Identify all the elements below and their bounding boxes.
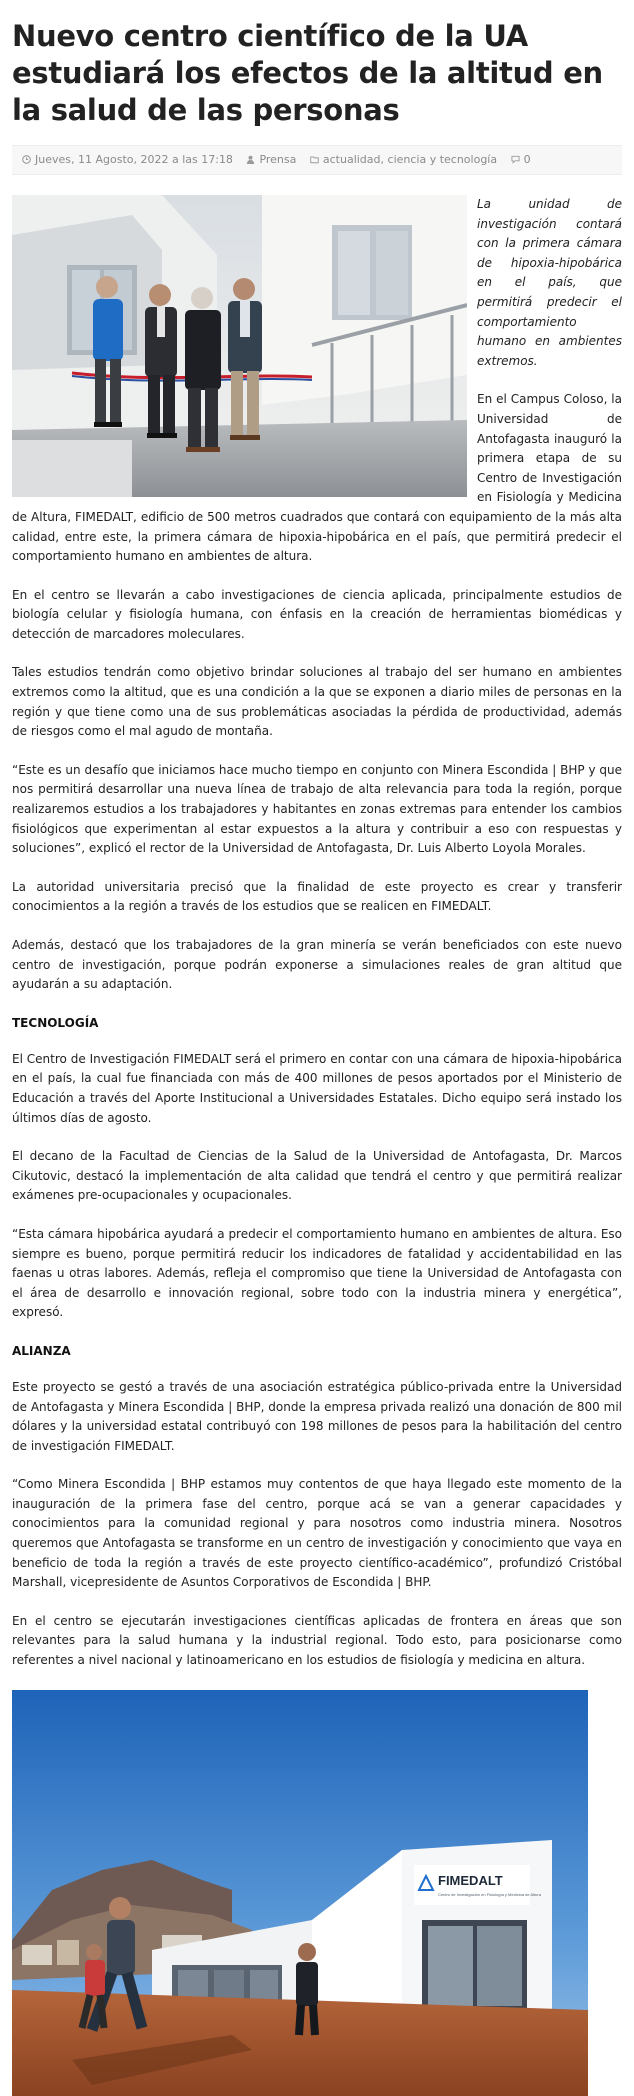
meta-date — [22, 153, 236, 166]
user-icon — [246, 155, 255, 164]
meta-category-link[interactable]: ciencia y tecnología — [387, 153, 498, 166]
lead-section — [12, 195, 622, 586]
fimedalt-sign: FIMEDALT — [438, 1872, 503, 1888]
meta-category-link[interactable]: actualidad — [322, 153, 381, 166]
article-title: Nuevo centro científico de la UA estudiará los efectos de la altitud en la salud de las personas — [12, 19, 603, 127]
folder-icon — [310, 155, 319, 164]
building-image — [12, 1690, 588, 2096]
section-heading: ALIANZA — [12, 1343, 71, 1358]
fimedalt-sign-subtitle: Centro de Investigación en Fisiología y Medicina de Altura — [438, 1891, 541, 1897]
paragraph: “Este es un desafío que iniciamos hace mucho tiempo en conjunto con Minera Escondida | BHP y que nos permitirá desarrollar una nueva línea de trabajo de alta relevancia para toda la región, porque realizaremos estudios a los trabajadores y habitantes en zonas extremas para entender los cambios fisiológicos que experimentan al estar expuestos a la altura y contribuir a eso con respuestas y soluciones”, explicó el rector de la Universidad de Antofagasta, Dr. Luis Alberto Loyola Morales. — [12, 762, 622, 856]
comment-icon — [511, 155, 520, 164]
paragraph: En el centro se ejecutarán investigaciones científicas aplicadas de frontera en áreas que son relevantes para la salud humana y la industrial regional. Todo esto, para posicionarse como referentes a nivel nacional y latinoamericano en los estudios de fisiología y medicina en altura. — [12, 1613, 622, 1668]
article-body — [12, 195, 622, 2096]
paragraph: El decano de la Facultad de Ciencias de la Salud de la Universidad de Antofagasta, Dr. Marcos Cikutovic, destacó la implementación de alta calidad que tendrá el centro y que permitirá realizar exámenes pre-ocupacionales y ocupacionales. — [12, 1149, 622, 1203]
meta-comments-count[interactable]: 0 — [523, 153, 531, 166]
clock-icon — [22, 155, 31, 164]
meta-author[interactable] — [246, 153, 299, 166]
ribbon-cutting-image — [12, 195, 467, 497]
meta-author-link[interactable]: Prensa — [259, 153, 297, 166]
paragraph: El Centro de Investigación FIMEDALT será el primero en contar con una cámara de hipoxia-hipobárica en el país, la cual fue financiada con más de 400 millones de pesos aportados por el Ministerio de Educación a través del Aporte Institucional a Universidades Estatales. Dicho equipo será instado los últimos días de agosto. — [12, 1051, 622, 1125]
meta-categories: actualidad, ciencia y tecnología — [310, 153, 501, 166]
paragraph: La autoridad universitaria precisó que la finalidad de este proyecto es crear y transferir conocimientos a la región a través de los estudios que se realicen en FIMEDALT. — [12, 879, 622, 914]
building-photo — [12, 1690, 588, 2096]
ribbon-cutting-photo — [12, 195, 467, 497]
paragraph: En el Campus Coloso, la Universidad de Antofagasta inauguró la primera etapa de su Centro de Investigación en Fisiología y Medicina de Altura, FIMEDALT, edificio de 500 metros cuadrados que contará con equipamiento de la más alta calidad, entre este, la primera cámara de hipoxia-hipobárica en el país, que permitirá predecir el comportamiento humano en ambientes de altura. — [12, 392, 622, 564]
paragraph: Además, destacó que los trabajadores de la gran minería se verán beneficiados con este nuevo centro de investigación, porque podrán exponerse a simulaciones reales de gran altitud que ayudarán a su adaptación. — [12, 938, 622, 992]
article-intro: La unidad de investigación contará con la primera cámara de hipoxia-hipobárica en el país, que permitirá predecir el comportamiento humano en ambientes extremos. — [477, 197, 622, 368]
paragraph: Este proyecto se gestó a través de una asociación estratégica público-privada entre la Universidad de Antofagasta y Minera Escondida | BHP, donde la empresa privada realizó una donación de 800 mil dólares y la universidad estatal contribuyó con 198 millones de pesos para la habilitación del centro de investigación FIMEDALT. — [12, 1379, 622, 1453]
meta-comments[interactable] — [511, 153, 531, 166]
paragraph: Tales estudios tendrán como objetivo brindar soluciones al trabajo del ser humano en ambientes extremos como la altitud, que es una condición a la que se exponen a diario miles de personas en la región y que tiene como una de sus problemáticas asociadas la pérdida de productividad, además de riesgos como el mal agudo de montaña. — [12, 665, 622, 739]
paragraph: “Como Minera Escondida | BHP estamos muy contentos de que haya llegado este momento de la inauguración de la primera fase del centro, porque acá se van a generar capacidades y conocimientos para la comunidad regional y para nosotros como industria minera. Nosotros queremos que Antofagasta se transforme en un centro de investigación y conocimiento que vaya en beneficio de toda la región a través de este proyecto científico-académico”, profundizó Cristóbal Marshall, vicepresidente de Asuntos Corporativos de Escondida | BHP. — [12, 1477, 622, 1590]
meta-date-text: Jueves, 11 Agosto, 2022 a las 17:18 — [35, 153, 233, 166]
section-heading: TECNOLOGÍA — [12, 1015, 99, 1030]
article-meta — [12, 145, 622, 175]
paragraph: En el centro se llevarán a cabo investigaciones de ciencia aplicada, principalmente estudios de biología celular y fisiología humana, con énfasis en la creación de herramientas biomédicas y detección de marcadores moleculares. — [12, 587, 622, 641]
paragraph: “Esta cámara hipobárica ayudará a predecir el comportamiento humano en ambientes de altura. Eso siempre es bueno, porque permitirá reducir los indicadores de fatalidad y accidentabilidad en las faenas u otras labores. Además, refleja el compromiso que tiene la Universidad de Antofagasta con el área de desarrollo e innovación regional, sobre todo con la industria minera y energética”, expresó. — [12, 1226, 622, 1320]
